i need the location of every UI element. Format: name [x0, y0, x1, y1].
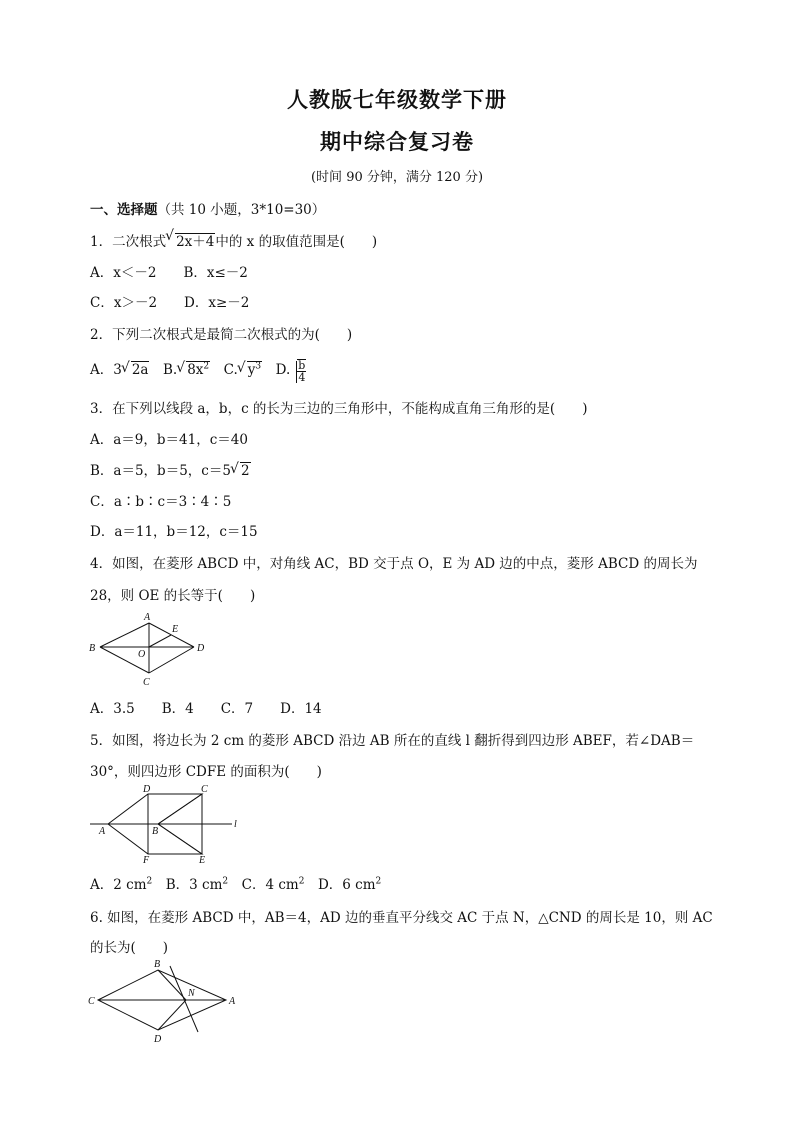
q2-options	[90, 358, 306, 383]
q5-segment-bc	[158, 794, 202, 824]
q1-radicand: 2x＋4	[176, 234, 215, 250]
q6-label-c: C	[88, 996, 95, 1007]
q5-label-l: l	[234, 819, 237, 830]
q5-exp-b: 2	[222, 876, 229, 887]
q2-c-exp: 3	[255, 361, 262, 372]
document-subtitle: 期中综合复习卷	[320, 129, 474, 154]
question-6-line2: 的长为( )	[90, 940, 169, 956]
q4-side-dc	[149, 647, 194, 673]
q5-option-c: C．4 cm	[228, 877, 299, 893]
q6-label-a: A	[229, 996, 236, 1007]
q6-segment-dn	[158, 1000, 186, 1030]
question-5-line1: 5．如图，将边长为 2 cm 的菱形 ABCD 沿边 AB 所在的直线 l 翻折得到四边形 ABEF，若∠DAB＝	[90, 733, 695, 749]
q3-option-b-radical	[232, 463, 251, 479]
question-4-line2: 28，则 OE 的长等于( )	[90, 588, 256, 604]
q5-fold-figure	[88, 782, 248, 864]
question-4-line1: 4．如图，在菱形 ABCD 中，对角线 AC，BD 交于点 O，E 为 AD 边的中点，菱形 ABCD 的周长为	[90, 556, 698, 572]
q6-label-n: N	[188, 988, 195, 999]
q5-label-d: D	[143, 784, 151, 795]
section-heading	[90, 198, 325, 218]
question-6-line1: 6. 如图，在菱形 ABCD 中，AB＝4，AD 边的垂直平分线交 AC 于点 N，△CND 的周长是 10，则 AC	[90, 910, 713, 926]
q1-radical	[167, 230, 215, 250]
q2-d-pre: D.	[262, 362, 291, 378]
q3-option-c: C．a∶b∶c＝3∶4∶5	[90, 494, 232, 510]
q5-label-f: F	[143, 855, 150, 864]
q6-label-d: D	[154, 1034, 162, 1044]
q2-a-radicand: 2a	[131, 362, 149, 378]
q2-d-denominator: 4	[298, 370, 306, 384]
document-title: 人教版七年级数学下册	[287, 87, 507, 112]
q2-b-radical	[178, 362, 210, 379]
q5-label-a: A	[99, 826, 106, 837]
q3-option-a: A．a＝9，b＝41，c＝40	[90, 432, 248, 448]
q6-perpendicular-bisector	[170, 966, 198, 1032]
q3-option-b-radicand: 2	[240, 463, 250, 479]
question-3: 3．在下列以线段 a，b，c 的长为三边的三角形中，不能构成直角三角形的是( )	[90, 401, 588, 417]
q2-c-radicand: y	[247, 362, 256, 378]
q5-label-c: C	[201, 784, 208, 795]
q1-options-ab: A．x＜－2 B．x≤－2	[90, 265, 248, 281]
q5-options	[90, 873, 381, 893]
q3-option-b-pre: B．a＝5，b＝5，c＝5	[90, 463, 231, 479]
q4-label-b: B	[89, 643, 96, 654]
q4-rhombus-figure	[86, 610, 210, 690]
q5-label-b: B	[152, 826, 159, 837]
q5-exp-d: 2	[375, 876, 382, 887]
q2-c-pre: C.	[210, 362, 238, 378]
q2-a-pre: A．3	[90, 362, 122, 378]
q4-label-c: C	[143, 677, 150, 688]
question-5-line2: 30°，则四边形 CDFE 的面积为( )	[90, 764, 322, 780]
q5-option-d: D．6 cm	[304, 877, 376, 893]
q4-label-d: D	[197, 643, 205, 654]
q2-c-radical	[239, 362, 262, 379]
q2-d-fraction	[297, 359, 306, 383]
question-2: 2．下列二次根式是最简二次根式的为( )	[90, 327, 353, 343]
q6-label-b: B	[154, 959, 161, 970]
q2-d-numerator: b	[298, 358, 306, 372]
q4-segment-oe	[149, 635, 171, 647]
section-note: （共 10 小题，3*10=30）	[157, 202, 326, 218]
q1-stem-post: 中的 x 的取值范围是( )	[215, 234, 378, 250]
q5-segment-be	[158, 824, 202, 854]
q5-exp-c: 2	[298, 876, 305, 887]
q5-rhombus-abcd	[108, 794, 202, 824]
question-1	[90, 230, 377, 250]
q4-options: A．3.5 B．4 C．7 D．14	[90, 701, 322, 717]
q6-rhombus-figure	[86, 958, 242, 1044]
section-title: 一、选择题	[90, 202, 158, 218]
q4-label-e: E	[172, 624, 179, 635]
q2-a-radical	[123, 362, 150, 378]
exam-info: (时间 90 分钟，满分 120 分)	[310, 170, 484, 185]
q2-d-radical	[290, 359, 306, 383]
q5-option-a: A．2 cm	[90, 877, 147, 893]
q4-label-a: A	[144, 612, 151, 623]
q3-option-b	[90, 459, 251, 479]
q2-b-radicand: 8x	[187, 362, 204, 378]
q2-b-pre: B.	[149, 362, 178, 378]
q4-side-ab	[100, 623, 149, 647]
q1-options-cd: C．x＞－2 D．x≥－2	[90, 295, 250, 311]
q5-option-b: B．3 cm	[152, 877, 223, 893]
q2-b-exp: 2	[203, 361, 210, 372]
q4-label-o: O	[138, 649, 146, 660]
q5-exp-a: 2	[146, 876, 153, 887]
q3-option-d: D．a＝11，b＝12，c＝15	[90, 524, 258, 540]
q5-label-e: E	[199, 855, 206, 864]
q1-stem-pre: 1．二次根式	[90, 234, 167, 250]
q6-segment-bn	[158, 970, 186, 1000]
